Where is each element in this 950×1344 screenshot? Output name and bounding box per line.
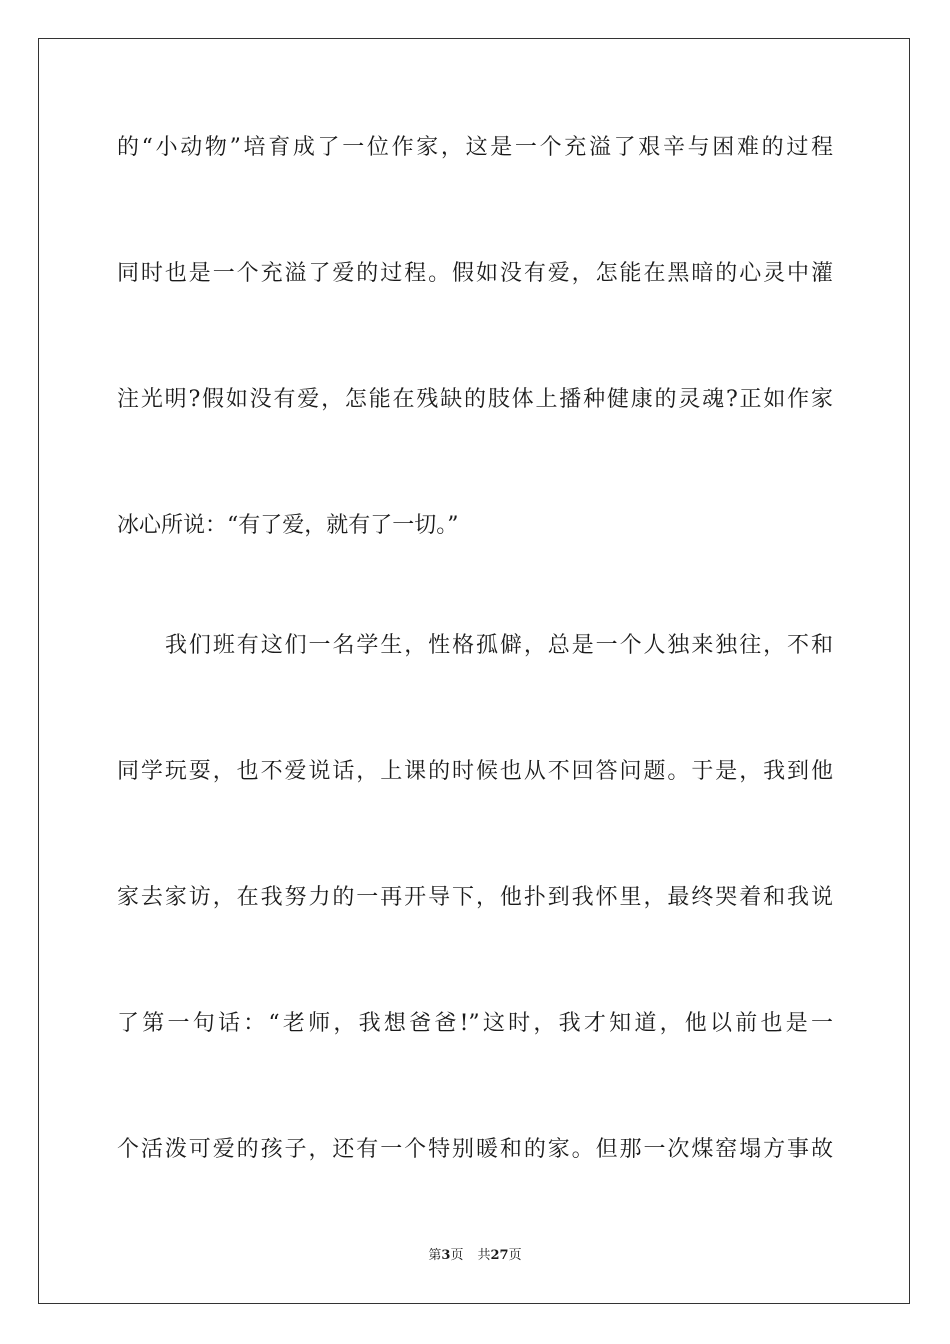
text-line-1: 的“小动物”培育成了一位作家，这是一个充溢了艰辛与困难的过程 bbox=[117, 135, 833, 160]
total-suffix: 页 bbox=[508, 1248, 522, 1263]
page-prefix: 第 bbox=[428, 1248, 442, 1263]
page-border bbox=[38, 38, 910, 1304]
text-line-3: 注光明?假如没有爱，怎能在残缺的肢体上播种健康的灵魂?正如作家 bbox=[117, 387, 833, 412]
page-number: 3 bbox=[441, 1248, 451, 1263]
page-footer bbox=[0, 1247, 950, 1265]
page-suffix: 页 bbox=[450, 1248, 464, 1263]
total-prefix: 共 bbox=[477, 1248, 491, 1263]
total-pages: 27 bbox=[490, 1248, 509, 1263]
text-line-5: 我们班有这们一名学生，性格孤僻，总是一个人独来独往，不和 bbox=[165, 633, 833, 658]
text-line-4: 冰心所说：“有了爱，就有了一切。” bbox=[117, 513, 459, 538]
text-line-8: 了第一句话：“老师，我想爸爸!”这时，我才知道，他以前也是一 bbox=[117, 1011, 833, 1036]
text-line-6: 同学玩耍，也不爱说话，上课的时候也从不回答问题。于是，我到他 bbox=[117, 759, 833, 784]
text-line-7: 家去家访，在我努力的一再开导下，他扑到我怀里，最终哭着和我说 bbox=[117, 885, 833, 910]
text-line-2: 同时也是一个充溢了爱的过程。假如没有爱，怎能在黑暗的心灵中灌 bbox=[117, 261, 833, 286]
text-line-9: 个活泼可爱的孩子，还有一个特别暖和的家。但那一次煤窑塌方事故 bbox=[117, 1137, 833, 1162]
